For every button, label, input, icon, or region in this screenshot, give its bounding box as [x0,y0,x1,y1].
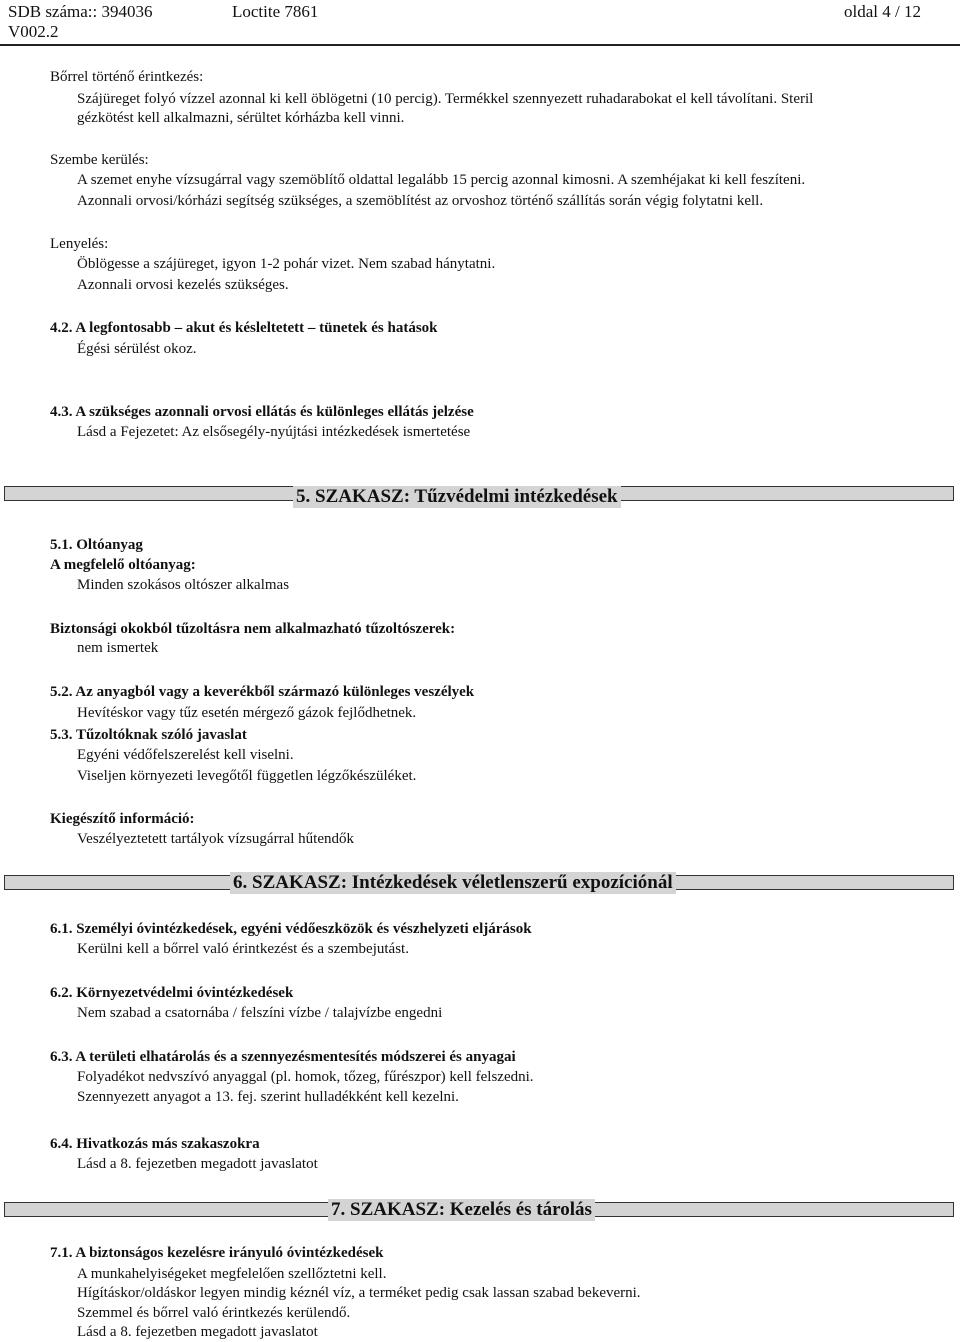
page-number: oldal 4 / 12 [844,2,921,21]
section-6-title: 6. SZAKASZ: Intézkedések véletlenszerű expozíciónál [230,872,676,894]
skin-contact-text-2: gézkötést kell alkalmazni, sérültet kórházba kell vinni. [77,110,405,126]
subsection-6-1-heading: 6.1. Személyi óvintézkedések, egyéni védőeszközök és vészhelyzeti eljárások [50,921,532,937]
subsection-5-3-text: Egyéni védőfelszerelést kell viselni. [77,747,294,763]
suitable-media-text: Minden szokásos oltószer alkalmas [77,577,290,593]
subsection-7-1-text-4: Lásd a 8. fejezetben megadott javaslatot [77,1324,318,1340]
eye-contact-heading: Szembe kerülés: [50,152,149,168]
subsection-5-3-text-2: Viseljen környezeti levegőtől független légzőkészüléket. [77,768,417,784]
subsection-5-2-text: Hevítéskor vagy tűz esetén mérgező gázok fejlődhetnek. [77,705,417,721]
unsuitable-media-heading: Biztonsági okokból tűzoltásra nem alkalmazható tűzoltószerek: [50,621,456,637]
subsection-5-1-heading: 5.1. Oltóanyag [50,537,143,553]
ingestion-text-2: Azonnali orvosi kezelés szükséges. [77,277,289,293]
ingestion-heading: Lenyelés: [50,236,109,252]
subsection-4-3-text: Lásd a Fejezetet: Az elsősegély-nyújtási intézkedések ismertetése [77,424,471,440]
subsection-6-1-text: Kerülni kell a bőrrel való érintkezést és a szembejutást. [77,941,409,957]
eye-contact-text: A szemet enyhe vízsugárral vagy szemöblítő oldattal legalább 15 percig azonnal kimosni. A szemhéjakat ki kell feszíteni. [77,172,806,188]
subsection-6-4-heading: 6.4. Hivatkozás más szakaszokra [50,1136,260,1152]
additional-info-heading: Kiegészítő információ: [50,811,195,827]
subsection-4-3-heading: 4.3. A szükséges azonnali orvosi ellátás és különleges ellátás jelzése [50,404,474,420]
subsection-7-1-text-3: Szemmel és bőrrel való érintkezés kerülendő. [77,1305,351,1321]
subsection-5-3-heading: 5.3. Tűzoltóknak szóló javaslat [50,727,247,743]
subsection-6-4-text: Lásd a 8. fejezetben megadott javaslatot [77,1156,318,1172]
subsection-6-3-text-2: Szennyezett anyagot a 13. fej. szerint hulladékként kell kezelni. [77,1089,459,1105]
skin-contact-heading: Bőrrel történő érintkezés: [50,69,204,85]
subsection-7-1-text-2: Hígításkor/oldáskor legyen mindig kéznél víz, a terméket pedig csak lassan szabad bekeverni. [77,1285,641,1301]
version: V002.2 [8,22,59,41]
subsection-4-2-heading: 4.2. A legfontosabb – akut és késleltetett – tünetek és hatások [50,320,438,336]
subsection-7-1-text: A munkahelyiségeket megfelelően szellőztetni kell. [77,1266,387,1282]
suitable-media-heading: A megfelelő oltóanyag: [50,557,196,573]
subsection-6-3-text: Folyadékot nedvszívó anyaggal (pl. homok, tőzeg, fűrészpor) kell felszedni. [77,1069,534,1085]
sdb-number: SDB száma:: 394036 [8,2,153,21]
additional-info-text: Veszélyeztetett tartályok vízsugárral hűtendők [77,831,354,847]
skin-contact-text: Szájüreget folyó vízzel azonnal ki kell öblögetni (10 percig). Termékkel szennyezett ruhadarabokat el kell távolítani. Steril [77,91,814,107]
section-5-title: 5. SZAKASZ: Tűzvédelmi intézkedések [293,486,621,508]
unsuitable-media-text: nem ismertek [77,640,159,656]
subsection-7-1-heading: 7.1. A biztonságos kezelésre irányuló óvintézkedések [50,1245,384,1261]
eye-contact-text-2: Azonnali orvosi/kórházi segítség szükséges, a szemöblítést az orvoshoz történő szállítás során végig folytatni kell. [77,193,764,209]
subsection-4-2-text: Égési sérülést okoz. [77,341,197,357]
subsection-6-2-text: Nem szabad a csatornába / felszíni vízbe / talajvízbe engedni [77,1005,443,1021]
subsection-6-3-heading: 6.3. A területi elhatárolás és a szennyezésmentesítés módszerei és anyagai [50,1049,516,1065]
subsection-6-2-heading: 6.2. Környezetvédelmi óvintézkedések [50,985,294,1001]
subsection-5-2-heading: 5.2. Az anyagból vagy a keverékből származó különleges veszélyek [50,684,475,700]
ingestion-text: Öblögesse a szájüreget, igyon 1-2 pohár vizet. Nem szabad hánytatni. [77,256,496,272]
header-divider [0,44,960,46]
section-7-title: 7. SZAKASZ: Kezelés és tárolás [328,1199,595,1221]
product-name: Loctite 7861 [232,2,319,21]
